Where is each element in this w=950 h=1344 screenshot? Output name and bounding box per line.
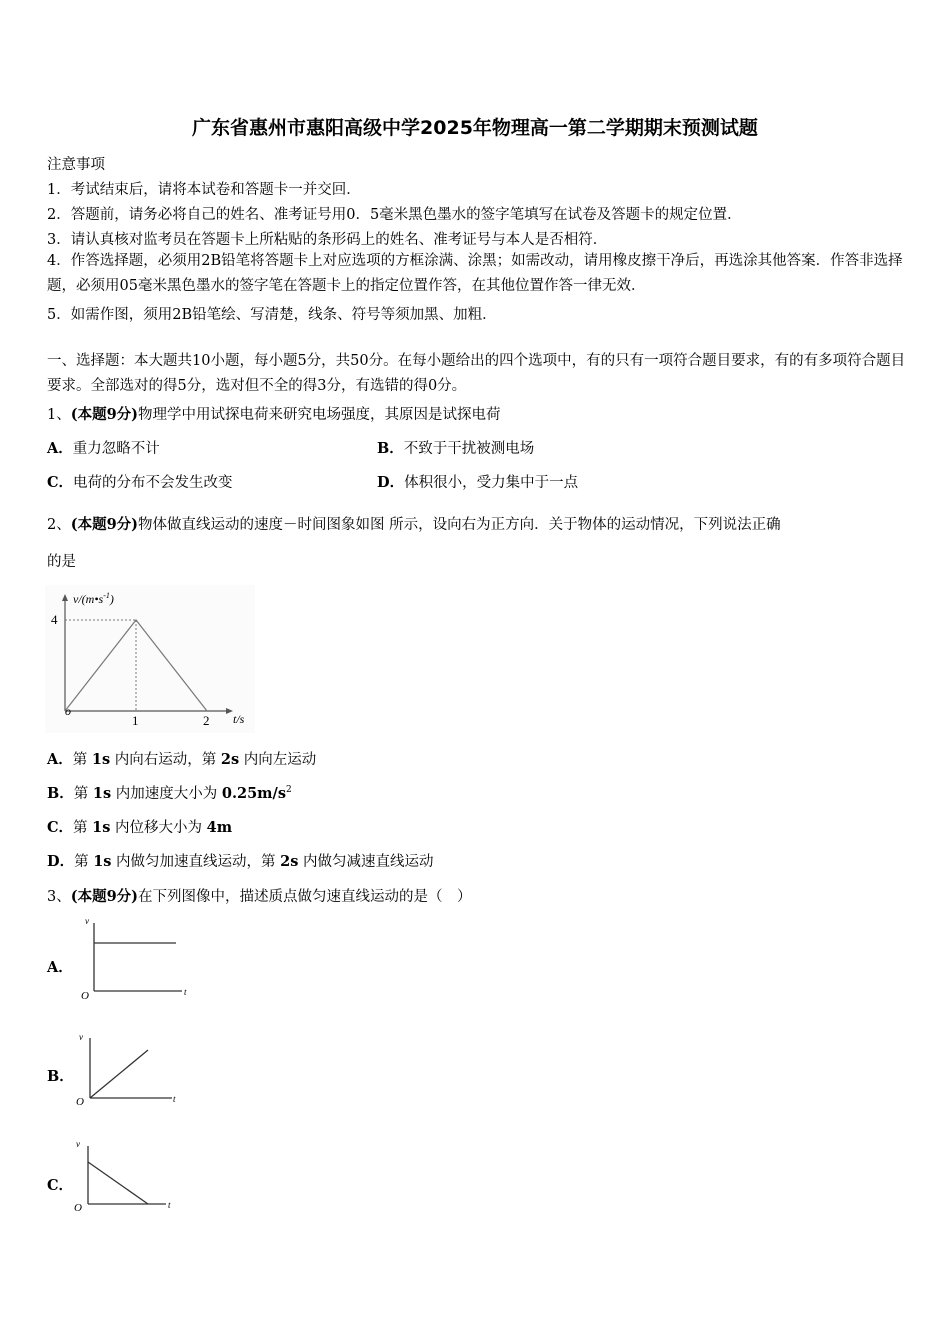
y-axis-label: v xyxy=(76,1139,80,1149)
q3-option-c-label[interactable]: C． xyxy=(47,1177,74,1194)
notice-item: 5．如需作图，须用2B铅笔绘、写清楚，线条、符号等须加黑、加粗． xyxy=(47,307,497,323)
option-label: D． xyxy=(47,853,75,870)
question-number: 2、 xyxy=(47,517,71,533)
option-text: 第 xyxy=(74,854,94,870)
y-tick-label: 4 xyxy=(51,612,58,627)
origin-label: O xyxy=(76,1096,84,1108)
option-text-bold: 1s xyxy=(92,785,112,802)
option-text: 内向左运动 xyxy=(239,752,317,768)
notice-heading: 注意事项 xyxy=(47,157,105,173)
question-text: 物体做直线运动的速度－时间图象如图 所示，设向右为正方向．关于物体的运动情况，下列说法正确 xyxy=(138,517,781,533)
q3-option-b-label[interactable]: B． xyxy=(47,1068,74,1085)
option-text-bold: 2s xyxy=(280,853,299,870)
question-3-stem xyxy=(47,885,472,906)
graph-line xyxy=(88,1162,148,1204)
option-text: 内做匀加速直线运动，第 xyxy=(111,854,281,870)
question-tag: (本题9分) xyxy=(70,516,139,533)
option-text-bold: 1s xyxy=(93,853,112,870)
q3-option-c-graph[interactable] xyxy=(72,1138,192,1218)
q2-option-d[interactable] xyxy=(47,850,434,871)
option-text-bold: 0.25m/s xyxy=(221,785,286,802)
option-label: A． xyxy=(47,751,73,768)
question-number: 3、 xyxy=(47,889,71,905)
page-title: 广东省惠州市惠阳高级中学2025年物理高一第二学期期末预测试题 xyxy=(192,117,758,139)
question-number: 1、 xyxy=(47,407,71,423)
option-label: B． xyxy=(377,440,404,457)
question-2-stem xyxy=(47,513,781,534)
option-text-bold: 1s xyxy=(92,819,111,836)
option-label: C． xyxy=(47,819,74,836)
option-label: D． xyxy=(377,474,405,491)
option-text-bold: 4m xyxy=(206,819,233,836)
option-label: C． xyxy=(47,474,74,491)
option-superscript: 2 xyxy=(285,785,292,796)
option-text: 第 xyxy=(73,786,93,802)
y-axis-label: v xyxy=(79,1032,83,1042)
q2-option-c[interactable] xyxy=(47,816,232,837)
option-text: 内做匀减速直线运动 xyxy=(298,854,434,870)
question-2-stem-cont: 的是 xyxy=(47,554,76,570)
q1-option-d[interactable] xyxy=(377,471,578,492)
question-text: 物理学中用试探电荷来研究电场强度，其原因是试探电荷 xyxy=(138,407,501,423)
question-text: 在下列图像中，描述质点做匀速直线运动的是（ ） xyxy=(138,889,472,905)
q1-option-c[interactable] xyxy=(47,471,233,492)
y-axis-label: $v/(m•s^{-1})$ xyxy=(73,591,114,606)
option-text: 体积很小，受力集中于一点 xyxy=(404,475,579,491)
option-text: 不致于干扰被测电场 xyxy=(403,441,535,457)
question-tag: (本题9分) xyxy=(70,406,139,423)
q2-velocity-time-graph xyxy=(45,585,255,733)
graph-line xyxy=(90,1050,148,1098)
x-axis-label: t xyxy=(173,1094,176,1104)
option-label: B． xyxy=(47,785,74,802)
q3-option-a-label[interactable]: A． xyxy=(47,959,73,976)
x-tick-label: 2 xyxy=(203,713,210,728)
option-text: 第 xyxy=(72,752,92,768)
option-text: 电荷的分布不会发生改变 xyxy=(73,475,233,491)
q2-option-a[interactable] xyxy=(47,748,316,769)
notice-item: 2．答题前，请务必将自己的姓名、准考证号用0．5毫米黑色墨水的签字笔填写在试卷及答题卡的规定位置． xyxy=(47,207,742,223)
option-text: 内向右运动，第 xyxy=(110,752,221,768)
q1-option-a[interactable] xyxy=(47,437,160,458)
origin-label: O xyxy=(74,1202,82,1214)
origin-label: O xyxy=(81,990,89,1002)
notice-item: 1．考试结束后，请将本试卷和答题卡一并交回． xyxy=(47,182,361,198)
option-text: 内位移大小为 xyxy=(110,820,207,836)
section-intro: 一、选择题：本大题共10小题，每小题5分，共50分。在每小题给出的四个选项中，有的只有一项符合题目要求，有的有多项符合题目要求。全部选对的得5分，选对但不全的得3分，有选错的得0分。 xyxy=(47,353,906,394)
option-text: 重力忽略不计 xyxy=(72,441,160,457)
option-text: 第 xyxy=(73,820,93,836)
y-axis-label: v xyxy=(85,916,89,926)
x-axis-label: t xyxy=(184,987,187,997)
origin-label: o xyxy=(65,704,71,718)
question-tag: (本题9分) xyxy=(70,888,139,905)
option-label: A． xyxy=(47,440,73,457)
option-text-bold: 1s xyxy=(91,751,111,768)
x-axis-label: t/s xyxy=(233,712,245,726)
notice-item: 3．请认真核对监考员在答题卡上所粘贴的条形码上的姓名、准考证号与本人是否相符． xyxy=(47,232,608,248)
question-1-stem xyxy=(47,403,501,424)
option-text: 内加速度大小为 xyxy=(111,786,222,802)
q3-option-b-graph[interactable] xyxy=(72,1030,192,1110)
q2-option-b[interactable] xyxy=(47,782,292,803)
option-text-bold: 2s xyxy=(220,751,240,768)
x-tick-label: 1 xyxy=(132,713,139,728)
notice-item: 4．作答选择题，必须用2B铅笔将答题卡上对应选项的方框涂满、涂黑；如需改动，请用橡皮擦干净后，再选涂其他答案．作答非选择题，必须用05毫米黑色墨水的签字笔在答题卡上的指定位置作答，在其他位置作答一律无效． xyxy=(47,253,903,294)
x-axis-label: t xyxy=(168,1200,171,1210)
q3-option-a-graph[interactable] xyxy=(76,915,196,1003)
q1-option-b[interactable] xyxy=(377,437,534,458)
